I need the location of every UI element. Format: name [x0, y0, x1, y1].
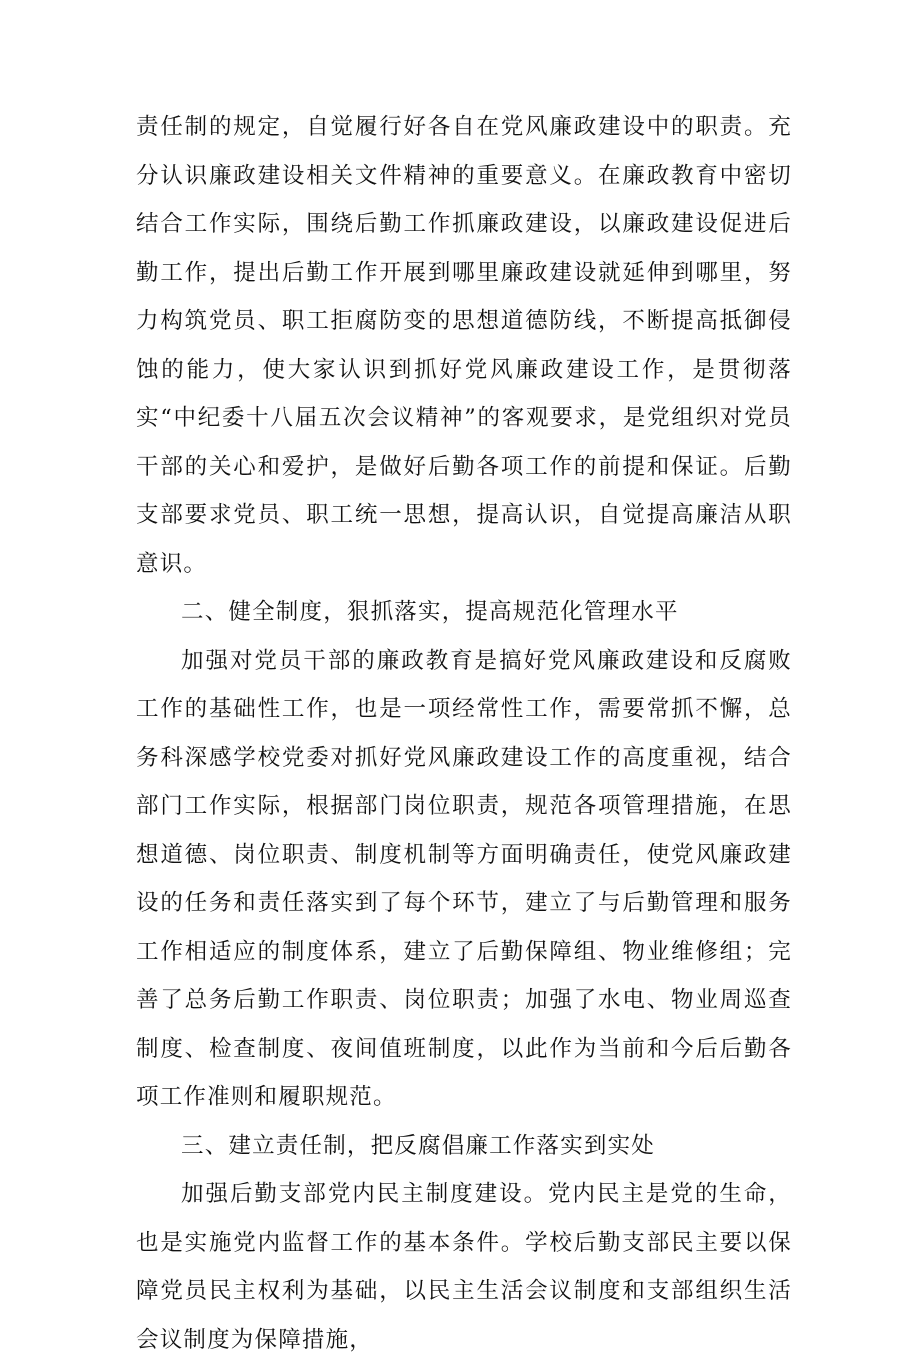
body-paragraph-section-3: 加强后勤支部党内民主制度建设。党内民主是党的生命，也是实施党内监督工作的基本条件。学校后勤支部民主要以保障党员民主权利为基础，以民主生活会议制度和支部组织生活会议制度为保障措施，	[136, 1181, 792, 1353]
body-paragraph-continued: 责任制的规定，自觉履行好各自在党风廉政建设中的职责。充分认识廉政建设相关文件精神的重要意义。在廉政教育中密切结合工作实际，围绕后勤工作抓廉政建设，以廉政建设促进后勤工作，提出后勤工作开展到哪里廉政建设就延伸到哪里，努力构筑党员、职工拒腐防变的思想道德防线，不断提高抵御侵蚀的能力，使大家认识到抓好党风廉政建设工作，是贯彻落实“中纪委十八届五次会议精神”的客观要求，是党组织对党员干部的关心和爱护，是做好后勤各项工作的前提和保证。后勤支部要求党员、职工统一思想，提高认识，自觉提高廉洁从职意识。	[136, 114, 792, 577]
document-body	[136, 103, 792, 1364]
body-paragraph-section-2: 加强对党员干部的廉政教育是搞好党风廉政建设和反腐败工作的基础性工作，也是一项经常性工作，需要常抓不懈，总务科深感学校党委对抓好党风廉政建设工作的高度重视，结合部门工作实际，根据部门岗位职责，规范各项管理措施，在思想道德、岗位职责、制度机制等方面明确责任，使党风廉政建设的任务和责任落实到了每个环节，建立了与后勤管理和服务工作相适应的制度体系，建立了后勤保障组、物业维修组；完善了总务后勤工作职责、岗位职责；加强了水电、物业周巡查制度、检查制度、夜间值班制度，以此作为当前和今后后勤各项工作准则和履职规范。	[136, 647, 792, 1110]
section-heading-3: 三、建立责任制，把反腐倡廉工作落实到实处	[181, 1132, 656, 1159]
section-heading-2: 二、健全制度，狠抓落实，提高规范化管理水平	[181, 599, 679, 625]
